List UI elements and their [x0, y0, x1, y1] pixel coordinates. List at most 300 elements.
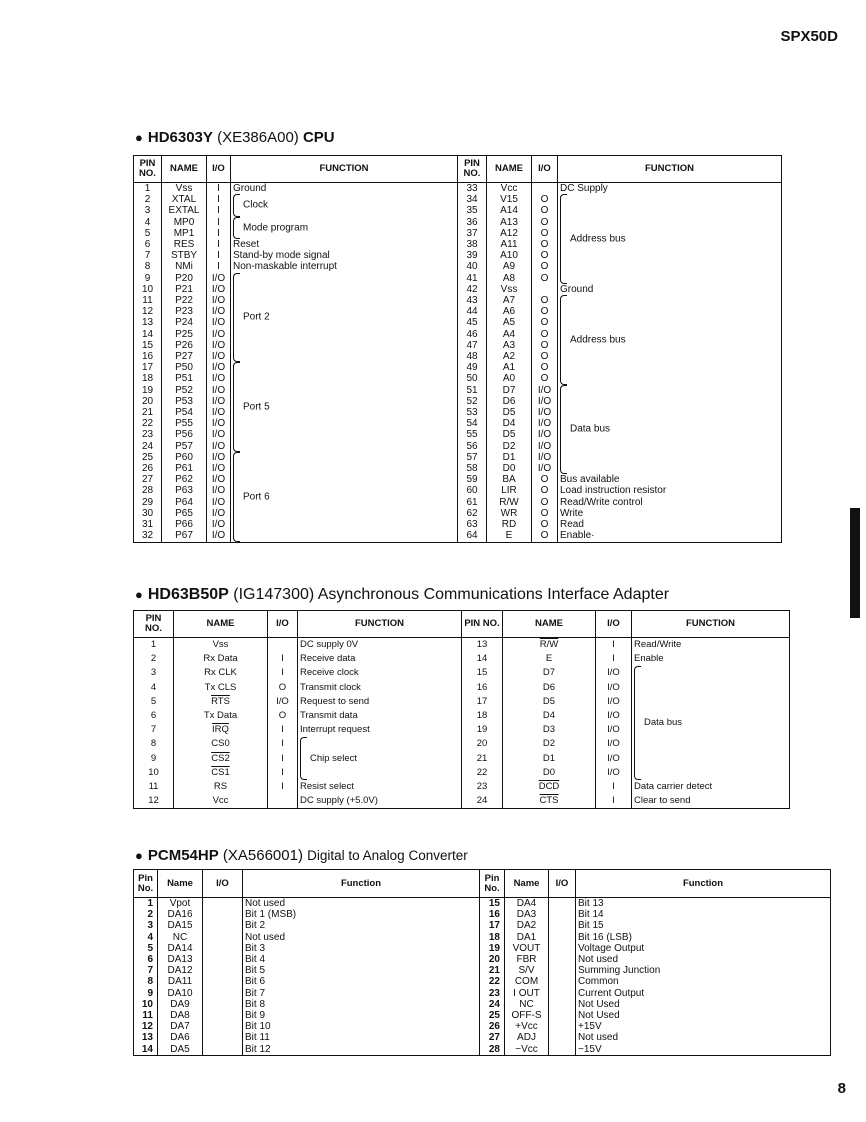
pin-io: I	[268, 737, 298, 751]
pin-name: COM	[505, 976, 549, 987]
pin-pin: 9	[144, 272, 151, 284]
pin-pin: 7	[147, 965, 153, 977]
pin-io: I	[207, 217, 231, 228]
cpu-group-port2	[231, 273, 458, 363]
pin-name: P66	[162, 519, 207, 530]
cpu-group-data	[558, 385, 782, 475]
pin-io: I	[207, 250, 231, 261]
cpu-pin-table	[133, 155, 782, 543]
pin-io	[549, 1032, 576, 1043]
pin-function: Stand-by mode signal	[231, 250, 458, 261]
pin-io: O	[268, 709, 298, 723]
pin-function: Read/Write	[632, 638, 790, 653]
pin-io	[203, 999, 243, 1010]
pin-name: A9	[487, 261, 532, 272]
pin-name: P53	[162, 396, 207, 407]
pin-io: I/O	[207, 530, 231, 542]
pin-name: D6	[487, 396, 532, 407]
pin-function: Bit 2	[243, 920, 480, 931]
pin-function: Read/Write control	[558, 497, 782, 508]
pin-pin: 62	[458, 508, 487, 519]
pin-name: Vss	[174, 638, 268, 653]
pin-pin: 2	[147, 909, 153, 921]
pin-io: O	[532, 351, 558, 362]
pin-io: I	[596, 794, 632, 809]
pin-function: DC supply 0V	[298, 638, 462, 653]
pin-io: O	[532, 508, 558, 519]
pin-name: DA13	[158, 954, 203, 965]
dac-table-row	[134, 920, 831, 931]
pin-io: I	[268, 666, 298, 680]
pin-io	[203, 976, 243, 987]
pin-io: O	[532, 295, 558, 306]
pin-io: I/O	[207, 273, 231, 284]
pin-name: EXTAL	[162, 205, 207, 216]
dac-table-row	[134, 1032, 831, 1043]
group-label: Address bus	[570, 334, 626, 346]
pin-name: P50	[162, 362, 207, 373]
pin-pin: 37	[458, 228, 487, 239]
acia-header-name-2: NAME	[503, 611, 596, 638]
pin-pin: 17	[141, 362, 154, 374]
pin-io: I/O	[207, 306, 231, 317]
pin-io: O	[532, 519, 558, 530]
pin-pin: 25	[141, 451, 154, 463]
pin-name: S/V	[505, 965, 549, 976]
pin-pin: 47	[458, 340, 487, 351]
pin-name: P26	[162, 340, 207, 351]
pin-name: $\overline{RTS}$	[174, 695, 268, 709]
pin-io: I	[268, 766, 298, 780]
cpu-chip-desc: CPU	[302, 129, 335, 146]
pin-name: Vcc	[487, 183, 532, 195]
pin-io: I/O	[596, 766, 632, 780]
pin-pin: 59	[458, 474, 487, 485]
pin-pin: 15	[141, 339, 154, 351]
pin-function: Interrupt request	[298, 723, 462, 737]
pin-name: A6	[487, 306, 532, 317]
pin-name: P27	[162, 351, 207, 362]
pin-pin: 13	[462, 638, 503, 653]
pin-name: Vpot	[158, 898, 203, 910]
acia-header-function-2: FUNCTION	[632, 611, 790, 638]
pin-pin: 10	[141, 283, 154, 295]
dac-table-row	[134, 965, 831, 976]
pin-name: A3	[487, 340, 532, 351]
pin-pin: 17	[480, 920, 505, 931]
pin-pin: 31	[141, 519, 154, 531]
pin-function: Bit 8	[243, 999, 480, 1010]
pin-pin: 17	[462, 695, 503, 709]
pin-function: DC Supply	[558, 183, 782, 195]
dac-header-function: Function	[243, 870, 480, 898]
pin-function: Not Used	[576, 1010, 831, 1021]
pin-io: I/O	[207, 485, 231, 496]
pin-function: Request to send	[298, 695, 462, 709]
cpu-group-addr2	[558, 295, 782, 385]
pin-io: I/O	[207, 385, 231, 396]
pin-function: Bit 12	[243, 1044, 480, 1056]
pin-pin: 60	[458, 485, 487, 496]
pin-function: Not used	[243, 932, 480, 943]
pin-name: $\overline{RD}$	[487, 519, 532, 530]
pin-pin: 14	[462, 652, 503, 666]
pin-pin: 10	[141, 998, 153, 1010]
pin-name: Tx Data	[174, 709, 268, 723]
pin-name: DA14	[158, 943, 203, 954]
pin-pin: 9	[150, 752, 157, 764]
pin-name: A5	[487, 317, 532, 328]
pin-name: $\overline{DCD}$	[503, 780, 596, 794]
pin-name: NC	[505, 999, 549, 1010]
pin-io: O	[532, 329, 558, 340]
pin-name: DA7	[158, 1021, 203, 1032]
pin-name: A2	[487, 351, 532, 362]
pin-io: I	[268, 780, 298, 794]
pin-pin: 33	[458, 183, 487, 195]
cpu-group-port6	[231, 452, 458, 542]
pin-io	[203, 965, 243, 976]
pin-function: Bit 14	[576, 909, 831, 920]
pin-io: I/O	[207, 497, 231, 508]
pin-pin: 22	[141, 418, 154, 430]
pin-name: $\overline{CTS}$	[503, 794, 596, 809]
pin-name: P65	[162, 508, 207, 519]
pin-io: I	[207, 228, 231, 239]
pin-name: P22	[162, 295, 207, 306]
bullet-icon: ●	[135, 848, 143, 863]
pin-io: I/O	[207, 463, 231, 474]
acia-header-io: I/O	[268, 611, 298, 638]
pin-pin: 22	[462, 766, 503, 780]
pin-io: O	[532, 317, 558, 328]
pin-function: Bit 9	[243, 1010, 480, 1021]
pin-pin: 9	[147, 987, 153, 999]
pin-name: $\overline{WR}$	[487, 508, 532, 519]
pin-name: CS0	[174, 737, 268, 751]
pin-function: Receive clock	[298, 666, 462, 680]
dac-header-pin: Pin No.	[134, 870, 158, 898]
pin-function: −15V	[576, 1044, 831, 1056]
pin-pin: 1	[144, 183, 151, 194]
brace-icon	[560, 194, 567, 284]
pin-name: DA3	[505, 909, 549, 920]
pin-name: A4	[487, 329, 532, 340]
pin-name: Vcc	[174, 794, 268, 809]
cpu-group-port5	[231, 362, 458, 452]
dac-pin-table	[133, 869, 831, 1056]
pin-io: I/O	[207, 396, 231, 407]
pin-io	[203, 1032, 243, 1043]
pin-pin: 18	[462, 709, 503, 723]
cpu-section-title	[135, 129, 335, 146]
group-label: Address bus	[570, 233, 626, 245]
pin-pin: 21	[462, 752, 503, 766]
pin-io	[549, 898, 576, 910]
pin-pin: 23	[462, 780, 503, 794]
pin-function: Read	[558, 519, 782, 530]
pin-name: DA10	[158, 988, 203, 999]
cpu-header-io: I/O	[207, 156, 231, 183]
acia-table-row	[134, 666, 790, 680]
pin-io	[203, 909, 243, 920]
pin-name: D1	[503, 752, 596, 766]
pin-name: P60	[162, 452, 207, 463]
pin-name: A14	[487, 205, 532, 216]
dac-table-row	[134, 898, 831, 910]
pin-io: I/O	[532, 396, 558, 407]
pin-name: VOUT	[505, 943, 549, 954]
pin-pin: 27	[480, 1032, 505, 1043]
pin-io: I/O	[596, 666, 632, 680]
pin-io: I	[207, 261, 231, 272]
pin-name: P56	[162, 429, 207, 440]
pin-pin: 19	[141, 384, 154, 396]
pin-io: I/O	[596, 695, 632, 709]
pin-io	[549, 932, 576, 943]
pin-io	[549, 909, 576, 920]
pin-name: DA11	[158, 976, 203, 987]
pin-io: I/O	[207, 329, 231, 340]
pin-pin: 27	[141, 474, 154, 486]
pin-pin: 6	[144, 239, 151, 251]
pin-io: I/O	[532, 385, 558, 396]
pin-name: DA6	[158, 1032, 203, 1043]
pin-pin: 40	[458, 261, 487, 272]
pin-io: I/O	[207, 407, 231, 418]
pin-name: A8	[487, 273, 532, 284]
pin-io: O	[268, 681, 298, 695]
pin-pin: 2	[144, 194, 151, 206]
brace-icon	[233, 362, 240, 452]
pin-name: A12	[487, 228, 532, 239]
acia-header-pin: PIN NO.	[134, 611, 174, 638]
pin-function: Not Used	[576, 999, 831, 1010]
pin-io: I/O	[596, 752, 632, 766]
pin-pin: 13	[141, 317, 154, 329]
pin-function: Data carrier detect	[632, 780, 790, 794]
pin-function: Non-maskable interrupt	[231, 261, 458, 272]
pin-pin: 7	[150, 724, 157, 736]
pin-io	[203, 1021, 243, 1032]
pin-name: DA5	[158, 1044, 203, 1056]
pin-name: Vss	[487, 284, 532, 295]
pin-io	[203, 988, 243, 999]
pin-function: Bit 10	[243, 1021, 480, 1032]
pin-function: Bit 5	[243, 965, 480, 976]
pin-name: Tx CLS	[174, 681, 268, 695]
pin-name: P55	[162, 418, 207, 429]
pin-pin: 12	[141, 1021, 153, 1033]
pin-pin: 55	[458, 429, 487, 440]
pin-name: ADJ	[505, 1032, 549, 1043]
pin-pin: 1	[147, 898, 153, 909]
group-label: Chip select	[310, 752, 357, 764]
pin-io	[203, 932, 243, 943]
pin-name: MP1	[162, 228, 207, 239]
pin-io: I/O	[596, 681, 632, 695]
group-label: Port 5	[243, 401, 270, 413]
pin-name: P54	[162, 407, 207, 418]
pin-function: Bit 4	[243, 954, 480, 965]
acia-chip-desc: Asynchronous Communications Interface Adapter	[317, 586, 670, 603]
pin-pin: 19	[480, 943, 505, 954]
pin-name: XTAL	[162, 194, 207, 205]
pin-name: $\overline{IRQ}$	[174, 723, 268, 737]
pin-name: D4	[503, 709, 596, 723]
pin-name: D3	[503, 723, 596, 737]
pin-pin: 6	[147, 954, 153, 966]
pin-name: P24	[162, 317, 207, 328]
acia-group-data	[632, 666, 790, 780]
pin-io: I	[207, 183, 231, 195]
pin-io	[203, 954, 243, 965]
pin-pin: 13	[141, 1032, 153, 1044]
pin-name: MP0	[162, 217, 207, 228]
pin-pin: 51	[458, 385, 487, 396]
pin-pin: 8	[147, 976, 153, 988]
pin-function: Not used	[576, 954, 831, 965]
pin-io	[549, 1021, 576, 1032]
pin-pin: 8	[150, 738, 157, 750]
pin-name: DA8	[158, 1010, 203, 1021]
pin-name: D1	[487, 452, 532, 463]
pin-name: A13	[487, 217, 532, 228]
pin-io: O	[532, 373, 558, 384]
pin-io: I	[207, 194, 231, 205]
dac-header-name: Name	[158, 870, 203, 898]
dac-table-row	[134, 976, 831, 987]
pin-name: P25	[162, 329, 207, 340]
pin-name: RS	[174, 780, 268, 794]
cpu-header-pin-2: PIN NO.	[458, 156, 487, 183]
pin-name: A7	[487, 295, 532, 306]
dac-table-row	[134, 999, 831, 1010]
cpu-table-row	[134, 194, 782, 205]
acia-group-chipselect	[298, 737, 462, 780]
pin-name: D2	[503, 737, 596, 751]
pin-io: I/O	[532, 407, 558, 418]
pin-name: D4	[487, 418, 532, 429]
pin-io	[549, 976, 576, 987]
pin-function: Write	[558, 508, 782, 519]
pin-io	[203, 920, 243, 931]
brace-icon	[233, 194, 240, 216]
pin-function: Transmit clock	[298, 681, 462, 695]
acia-pin-table	[133, 610, 790, 809]
pin-name: D0	[503, 766, 596, 780]
model-number: SPX50D	[780, 28, 838, 45]
pin-io: O	[532, 530, 558, 542]
pin-pin: 41	[458, 273, 487, 284]
pin-pin: 61	[458, 497, 487, 508]
pin-function: Bit 7	[243, 988, 480, 999]
pin-name: P23	[162, 306, 207, 317]
pin-io: I	[268, 723, 298, 737]
pin-name: DA2	[505, 920, 549, 931]
pin-name: STBY	[162, 250, 207, 261]
pin-io: I	[596, 652, 632, 666]
pin-pin: 46	[458, 329, 487, 340]
pin-io: I/O	[207, 508, 231, 519]
pin-io: O	[532, 306, 558, 317]
pin-function: DC supply (+5.0V)	[298, 794, 462, 809]
pin-io: I/O	[207, 474, 231, 485]
pin-function: Common	[576, 976, 831, 987]
pin-function: Bit 15	[576, 920, 831, 931]
pin-pin: 15	[480, 898, 505, 910]
pin-pin: 44	[458, 306, 487, 317]
page-number: 8	[837, 1080, 846, 1097]
pin-name: A1	[487, 362, 532, 373]
pin-io	[549, 920, 576, 931]
pin-io: I/O	[532, 463, 558, 474]
pin-function: Not used	[243, 898, 480, 910]
pin-function: Bit 16 (LSB)	[576, 932, 831, 943]
brace-icon	[233, 452, 240, 542]
cpu-group-clock	[231, 194, 458, 216]
pin-pin: 1	[150, 639, 157, 650]
pin-io: I/O	[207, 362, 231, 373]
pin-pin: 64	[458, 530, 487, 542]
pin-function: Bit 3	[243, 943, 480, 954]
pin-name: +Vcc	[505, 1021, 549, 1032]
pin-name: DA9	[158, 999, 203, 1010]
pin-io: I	[596, 780, 632, 794]
pin-name: DA16	[158, 909, 203, 920]
pin-name: V15	[487, 194, 532, 205]
pin-pin: 43	[458, 295, 487, 306]
pin-pin: 34	[458, 194, 487, 205]
pin-io	[549, 954, 576, 965]
pin-io: I/O	[532, 441, 558, 452]
pin-pin: 14	[141, 1043, 153, 1055]
pin-io: O	[532, 217, 558, 228]
pin-pin: 36	[458, 217, 487, 228]
pin-pin: 16	[480, 909, 505, 920]
pin-io: O	[532, 261, 558, 272]
pin-pin: 7	[144, 250, 151, 262]
pin-io: O	[532, 362, 558, 373]
pin-function: Clear to send	[632, 794, 790, 809]
pin-pin: 6	[150, 710, 157, 722]
acia-table-row	[134, 652, 790, 666]
acia-header-function: FUNCTION	[298, 611, 462, 638]
pin-pin: 12	[148, 795, 159, 807]
pin-function: Ground	[231, 183, 458, 195]
bullet-icon: ●	[135, 130, 143, 145]
pin-pin: 39	[458, 250, 487, 261]
pin-io: I/O	[596, 723, 632, 737]
pin-pin: 30	[141, 507, 154, 519]
pin-function: Bit 1 (MSB)	[243, 909, 480, 920]
brace-icon	[300, 737, 307, 780]
dac-section-title	[135, 847, 468, 864]
pin-name: P63	[162, 485, 207, 496]
cpu-group-addr1	[558, 194, 782, 284]
pin-io: I/O	[207, 340, 231, 351]
pin-io: O	[532, 474, 558, 485]
pin-function: Bus available	[558, 474, 782, 485]
cpu-header-name: NAME	[162, 156, 207, 183]
pin-io: O	[532, 250, 558, 261]
pin-io: I/O	[207, 418, 231, 429]
dac-header-io-2: I/O	[549, 870, 576, 898]
pin-name: D0	[487, 463, 532, 474]
brace-icon	[233, 217, 240, 239]
pin-io: O	[532, 340, 558, 351]
pin-function: Load instruction resistor	[558, 485, 782, 496]
